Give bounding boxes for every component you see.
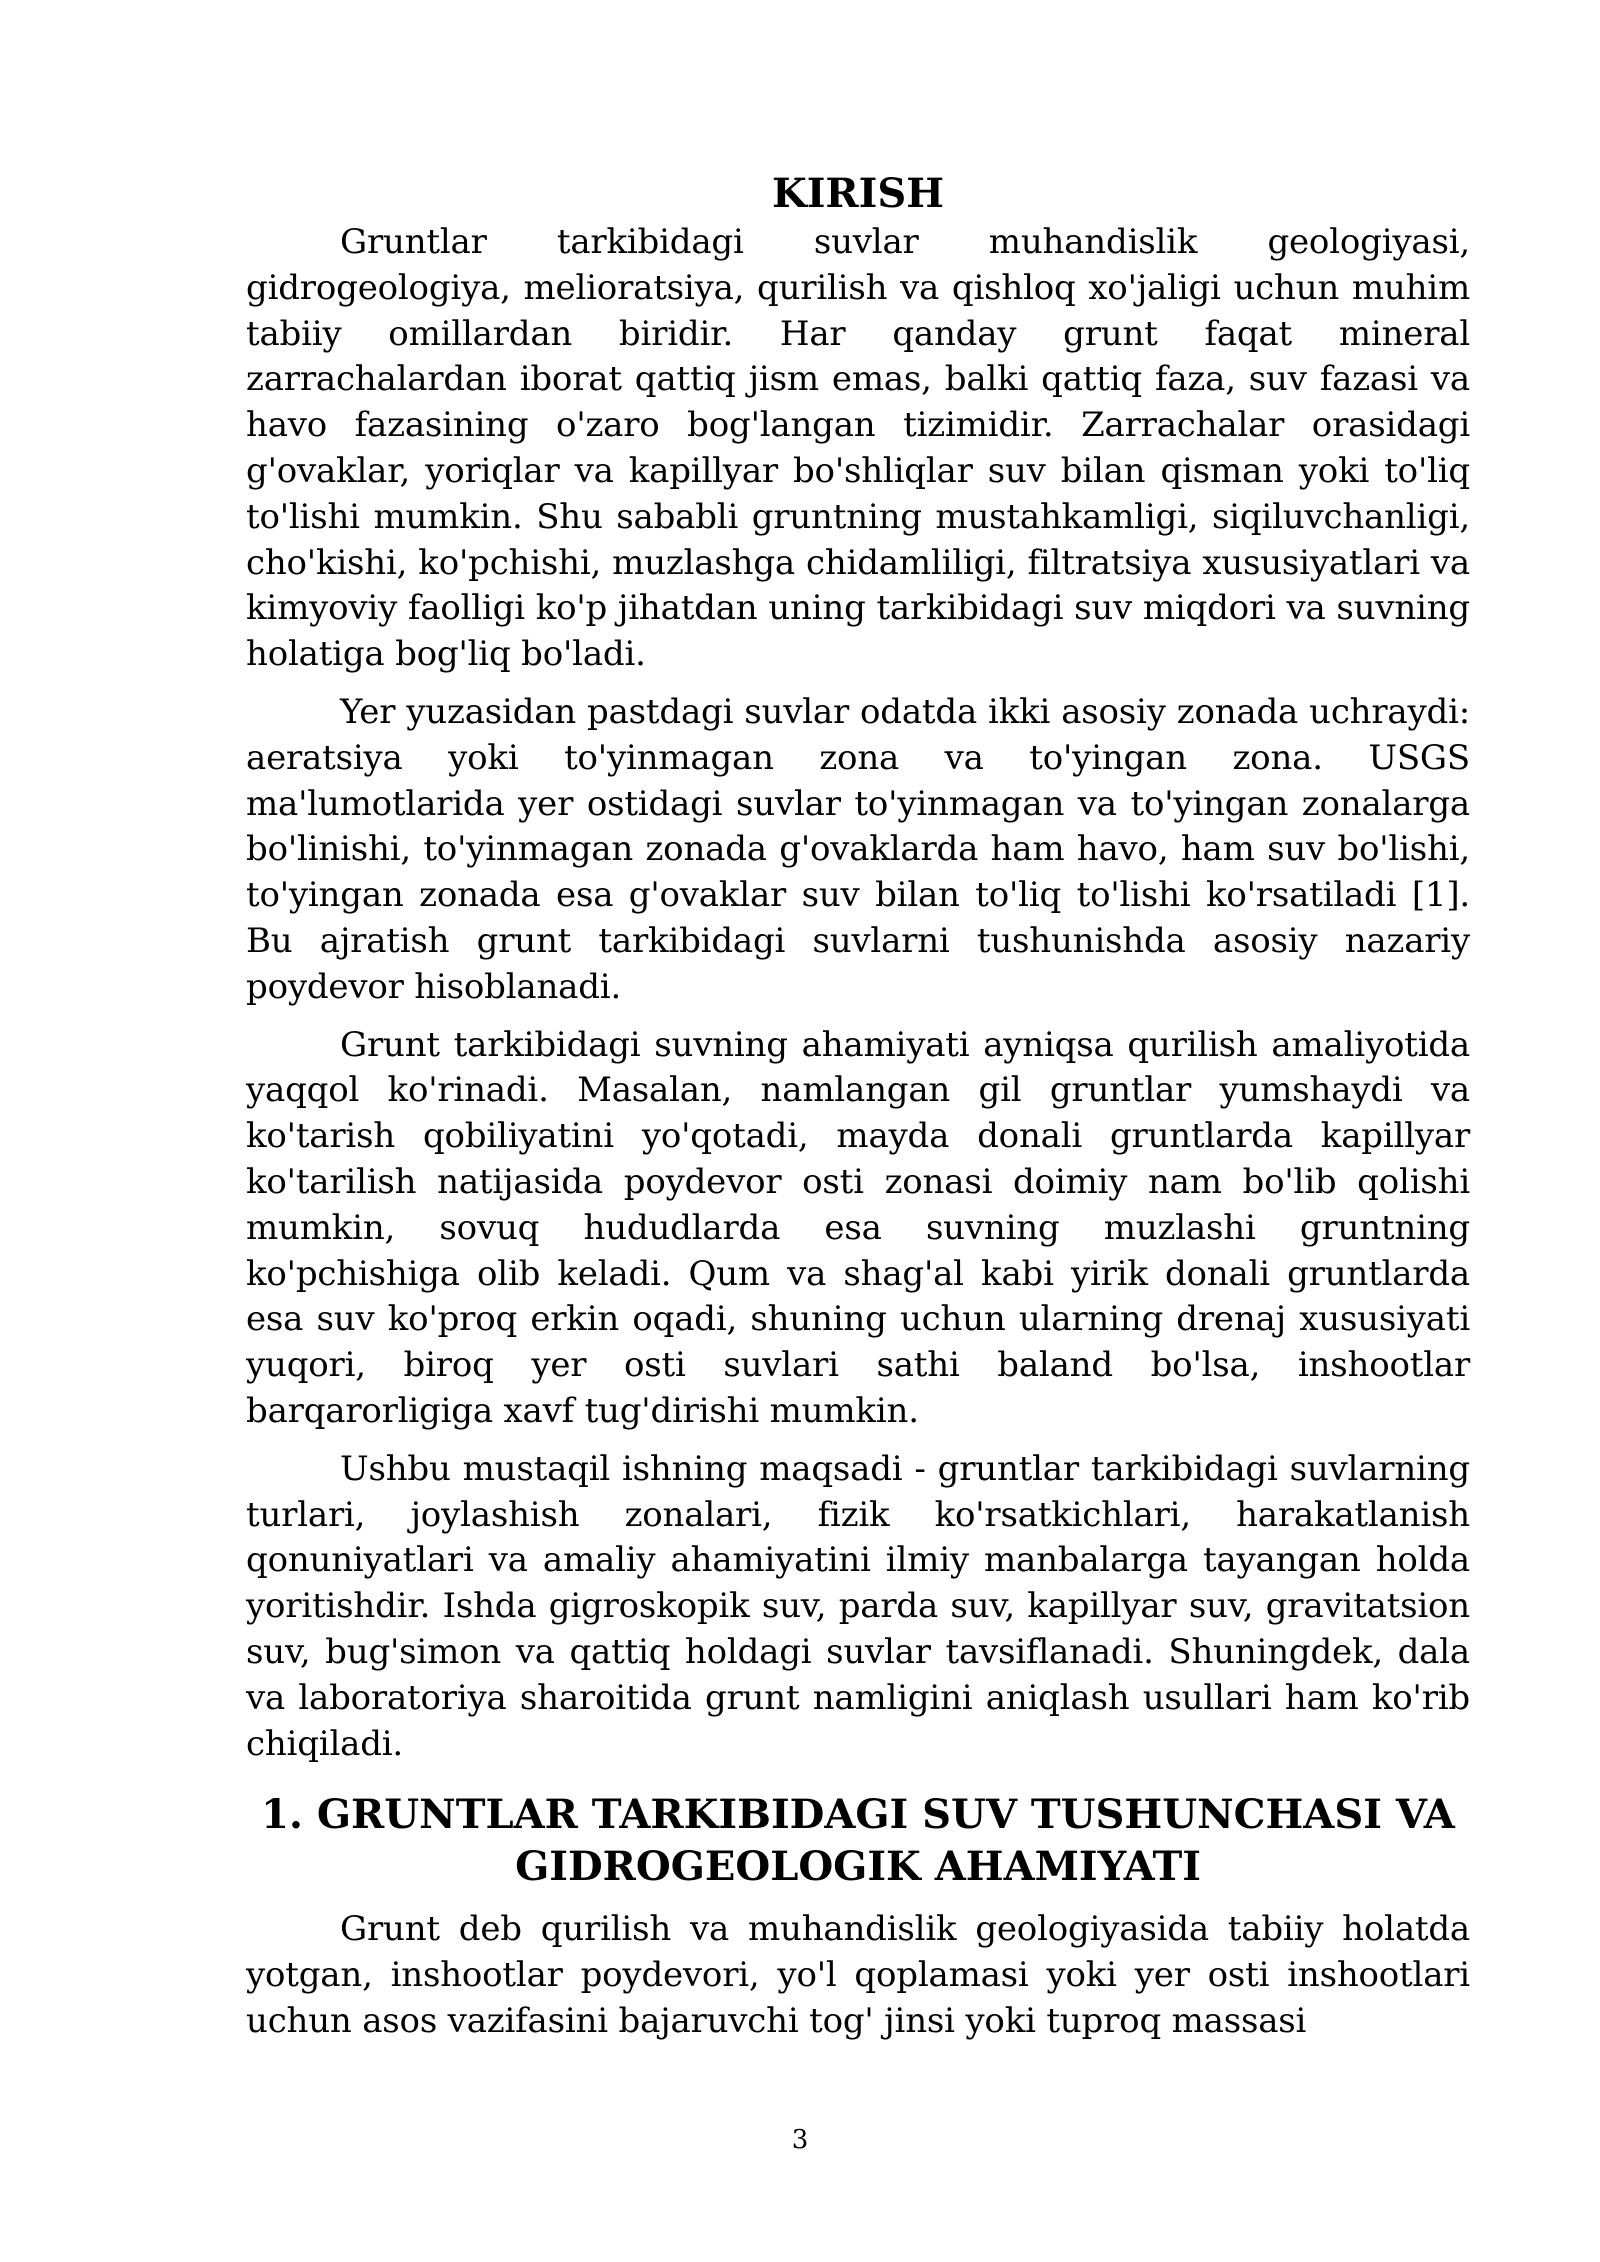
page-number: 3 [791,2125,809,2155]
page-title: KIRISH [771,170,945,217]
section-1-title: 1. GRUNTLAR TARKIBIDAGI SUV TUSHUNCHASI VA GIDROGEOLOGIK AHAMIYATI [261,1791,1455,1891]
section-1-paragraph: Grunt deb qurilish va muhandislik geologiyasida tabiiy holatda yotgan, inshootlar poydevori, yo'l qoplamasi yoki yer osti inshootlari uchun asos vazifasini bajaruvchi tog' jinsi yoki tuproq massasi [246,1909,1470,2041]
page-content [246,168,1470,2045]
intro-paragraph-2: Yer yuzasidan pastdagi suvlar odatda ikki asosiy zonada uchraydi: aeratsiya yoki to'yinmagan zona va to'yingan zona. USGS ma'lumotlarida yer ostidagi suvlar to'yinmagan va to'yingan zonalarga bo'linishi, to'yinmagan zonada g'ovaklarda ham havo, ham suv bo'lishi, to'yingan zonada esa g'ovaklar suv bilan to'liq to'lishi ko'rsatiladi [1]. Bu ajratish grunt tarkibidagi suvlarni tushunishda asosiy nazariy poydevor hisoblanadi. [246,691,1470,1007]
intro-paragraph-3: Grunt tarkibidagi suvning ahamiyati ayniqsa qurilish amaliyotida yaqqol ko'rinadi. Masalan, namlangan gil gruntlar yumshaydi va ko'tarish qobiliyatini yo'qotadi, mayda donali gruntlarda kapillyar ko'tarilish natijasida poydevor osti zonasi doimiy nam bo'lib qolishi mumkin, sovuq hududlarda esa suvning muzlashi gruntning ko'pchishiga olib keladi. Qum va shag'al kabi yirik donali gruntlarda esa suv ko'proq erkin oqadi, shuning uchun ularning drenaj xususiyati yuqori, biroq yer osti suvlari sathi baland bo'lsa, inshootlar barqarorligiga xavf tug'dirishi mumkin. [246,1024,1470,1431]
intro-paragraph-4: Ushbu mustaqil ishning maqsadi - gruntlar tarkibidagi suvlarning turlari, joylashish zonalari, fizik ko'rsatkichlari, harakatlanish qonuniyatlari va amaliy ahamiyatini ilmiy manbalarga tayangan holda yoritishdir. Ishda gigroskopik suv, parda suv, kapillyar suv, gravitatsion suv, bug'simon va qattiq holdagi suvlar tavsiflanadi. Shuningdek, dala va laboratoriya sharoitida grunt namligini aniqlash usullari ham ko'rib chiqiladi. [246,1448,1470,1764]
intro-paragraph-1: Gruntlar tarkibidagi suvlar muhandislik geologiyasi, gidrogeologiya, melioratsiya, qurilish va qishloq xo'jaligi uchun muhim tabiiy omillardan biridir. Har qanday grunt faqat mineral zarrachalardan iborat qattiq jism emas, balki qattiq faza, suv fazasi va havo fazasining o'zaro bog'langan tizimidir. Zarrachalar orasidagi g'ovaklar, yoriqlar va kapillyar bo'shliqlar suv bilan qisman yoki to'liq to'lishi mumkin. Shu sababli gruntning mustahkamligi, siqiluvchanligi, cho'kishi, ko'pchishi, muzlashga chidamliligi, filtratsiya xususiyatlari va kimyoviy faolligi ko'p jihatdan uning tarkibidagi suv miqdori va suvning holatiga bog'liq bo'ladi. [246,222,1470,675]
